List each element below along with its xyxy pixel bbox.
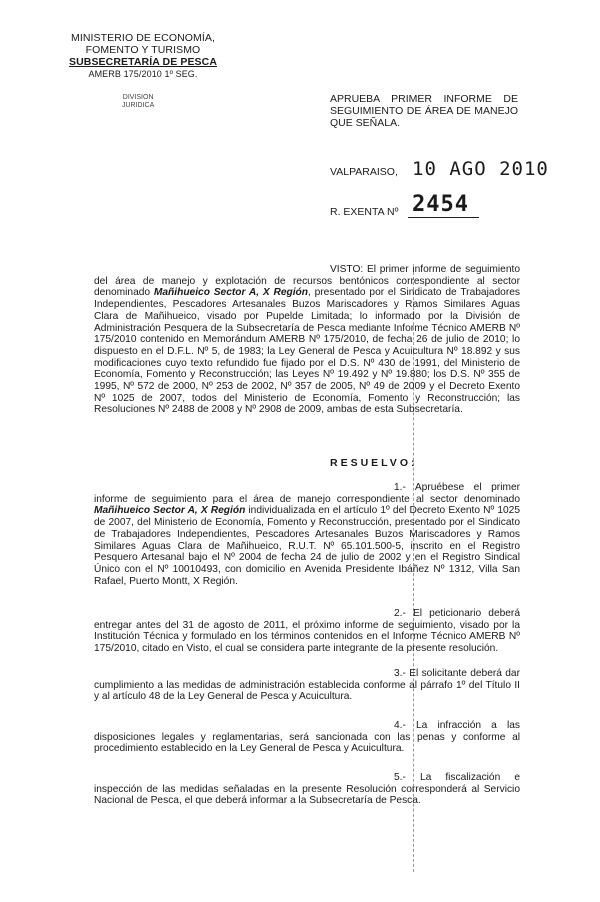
subsecretaria-line: SUBSECRETARÍA DE PESCA xyxy=(68,56,218,68)
item-1-sector: Mañihueico Sector A, X Región xyxy=(94,505,246,517)
resolution-label: R. EXENTA Nº xyxy=(330,206,399,218)
sector-name: Mañihueico Sector A, X Región xyxy=(153,287,308,299)
resuelvo-heading: RESUELVO: xyxy=(330,457,418,469)
item-3: 3.- El solicitante deberá dar cumplimiento a las medidas de administración establecida conforme al párrafo 1º del Título II y al artículo 48 de la Ley General de Pesca y Acuicultura. xyxy=(94,668,520,703)
date-stamp: 10 AGO 2010 xyxy=(412,158,549,180)
place-label: VALPARAISO, xyxy=(330,166,398,178)
item-2: 2.- El peticionario deberá entregar antes del 31 de agosto de 2011, el próximo informe de seguimiento, visado por la Institución Técnica y formulado en los términos contenidos en el Informe Técnico AMERB Nº 175/2010, citado en Visto, el cual se considera parte integrante de la presente resolución. xyxy=(94,608,520,655)
amerb-reference: AMERB 175/2010 1º SEG. xyxy=(88,69,198,79)
division-juridica-stamp: DIVISION JURIDICA xyxy=(122,94,155,109)
ministry-line-1: MINISTERIO DE ECONOMÍA, xyxy=(70,32,216,44)
ministry-line-2: FOMENTO Y TURISMO xyxy=(85,44,201,56)
visto-paragraph: VISTO: El primer informe de seguimiento del área de manejo y explotación de recursos bentónicos correspondiente al sector denominado Mañihueico Sector A, X Región, presentado por el Sindicato de Trabajadores Independientes, Pescadores Artesanales Buzos Mariscadores y Ramos Similares Aguas Clara de Mañihueico, visado por Pupelde Limitada; lo informado por la División de Administración Pesquera de la Subsecretaría de Pesca mediante Informe Técnico AMERB Nº 175/2010 contenido en Memorándum AMERB Nº 175/2010, de fecha 26 de julio de 2010; lo dispuesto en el D.F.L. Nº 5, de 1983; la Ley General de Pesca y Acuicultura Nº 18.892 y sus modificaciones cuyo texto refundido fue fijado por el D.S. Nº 430 de 1991, del Ministerio de Economía, Fomento y Reconstrucción; las Leyes Nº 19.492 y Nº 19.880; los D.S. Nº 355 de 1995, Nº 572 de 2000, Nº 253 de 2002, Nº 357 de 2005, Nº 49 de 2009 y el Decreto Exento Nº 1025 de 2007, todos del Ministerio de Economía, Fomento y Reconstrucción; las Resoluciones Nº 2488 de 2008 y Nº 2908 de 2009, ambas de esta Subsecretaría. xyxy=(94,264,520,416)
subject-text: APRUEBA PRIMER INFORME DE SEGUIMIENTO DE ÁREA DE MANEJO QUE SEÑALA. xyxy=(330,93,518,129)
ministry-header xyxy=(58,32,228,80)
resolution-number: 2454 xyxy=(408,192,479,218)
visto-label: VISTO: xyxy=(330,264,364,275)
item-1: 1.- Apruébese el primer informe de seguimiento para el área de manejo correspondiente al sector denominado Mañihueico Sector A, X Región individualizada en el artículo 1º del Decreto Exento Nº 1025 de 2007, del Ministerio de Economía, Fomento y Reconstrucción, presentado por el Sindicato de Trabajadores Independientes, Pescadores Artesanales Buzos Mariscadores y Ramos Similares Aguas Clara de Mañihueico, R.U.T. Nº 65.101.500-5, inscrito en el Registro Pesquero Artesanal bajo el Nº 2004 de fecha 24 de julio de 2002 y en el Registro Sindical Único con el Nº 10010493, con domicilio en Avenida Presidente Ibáñez Nº 1312, Villa San Rafael, Puerto Montt, X Región. xyxy=(94,482,520,587)
item-5: 5.- La fiscalización e inspección de las medidas señaladas en la presente Resolución corresponderá al Servicio Nacional de Pesca, el que deberá informar a la Subsecretaría de Pesca. xyxy=(94,772,520,807)
item-4: 4.- La infracción a las disposiciones legales y reglamentarias, será sancionada con las penas y conforme al procedimiento establecido en la Ley General de Pesca y Acuicultura. xyxy=(94,720,520,755)
